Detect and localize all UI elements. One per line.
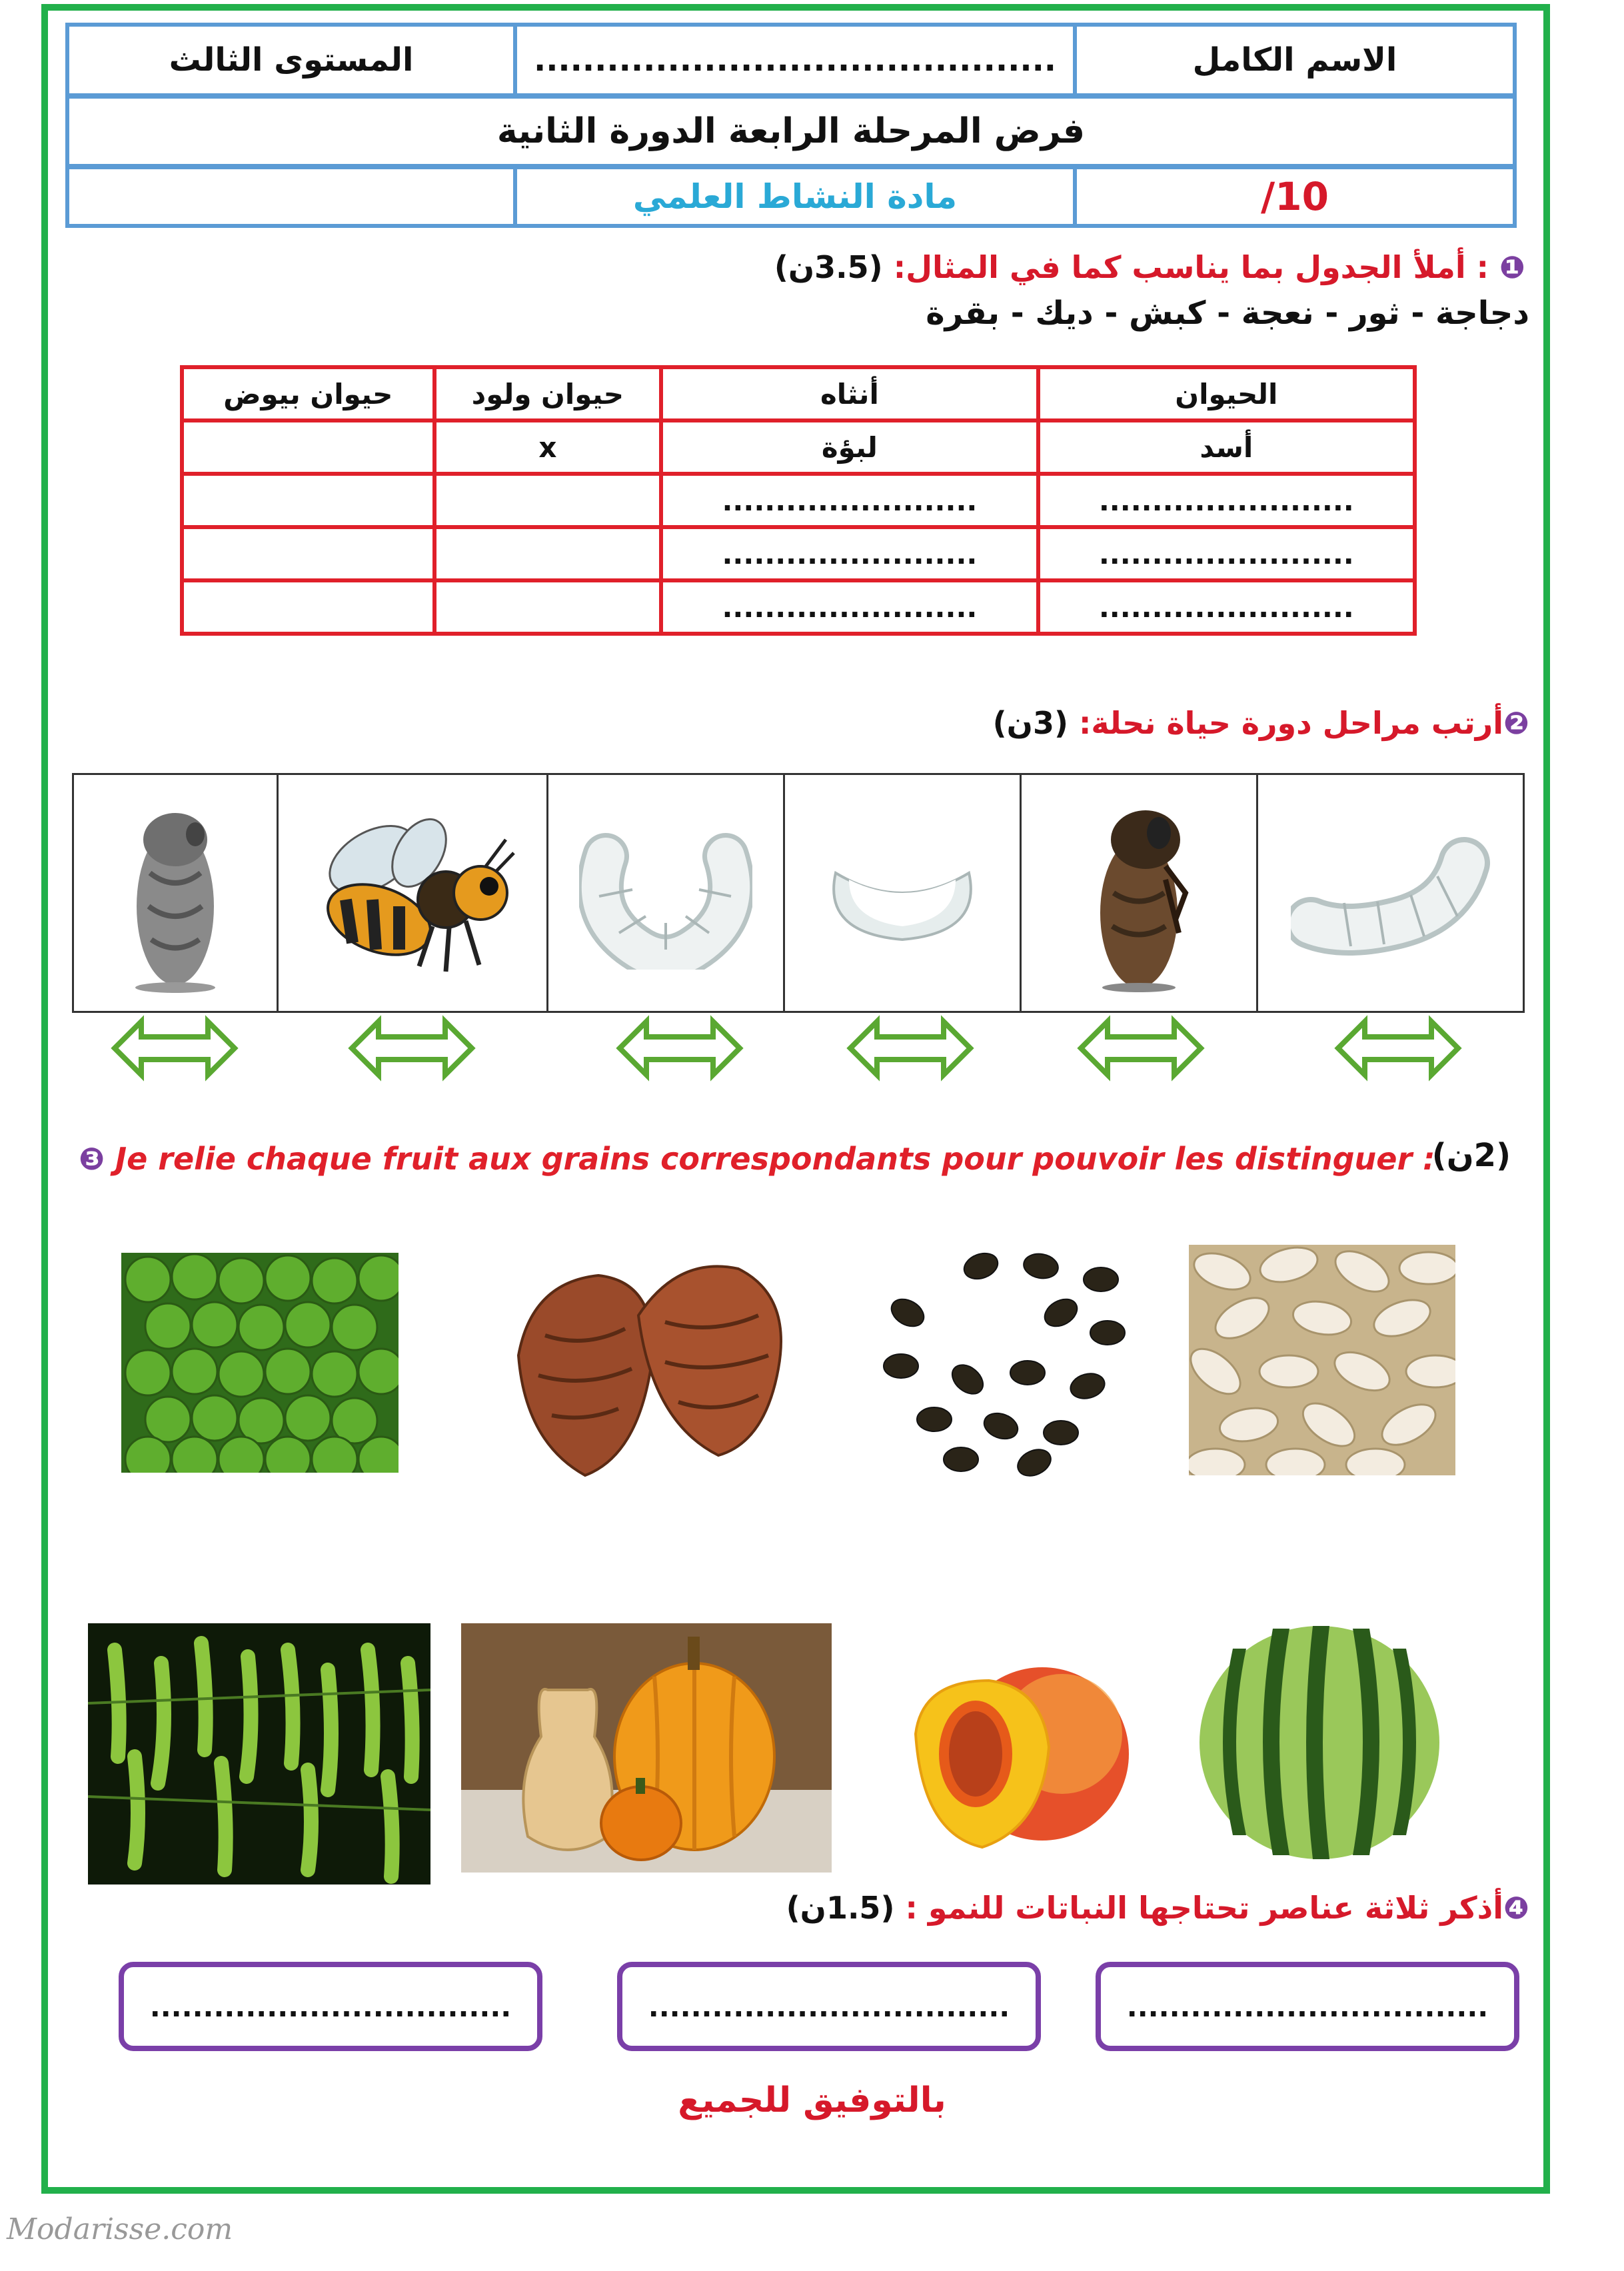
larva-icon [548, 775, 785, 1011]
pumpkin-seeds-image [1189, 1245, 1455, 1475]
header-row-name [65, 23, 1517, 97]
bee-life-cycle-strip [72, 773, 1525, 1013]
table-cell: لبؤة [661, 420, 1038, 474]
table-header: الحيوان [1038, 367, 1415, 420]
table-cell[interactable]: ........................ [1038, 527, 1415, 580]
double-arrow-icon [1074, 1012, 1208, 1085]
q1-word-list: دجاجة - ثور - نعجة - كبش - ديك - بقرة [926, 295, 1529, 332]
subject-label: مادة النشاط العلمي [517, 169, 1077, 224]
exam-title: فرض المرحلة الرابعة الدورة الثانية [496, 111, 1086, 151]
pea-plants-image [88, 1623, 430, 1885]
closing-message: بالتوفيق للجميع [678, 2080, 946, 2120]
table-cell: أسد [1038, 420, 1415, 474]
table-cell[interactable] [434, 474, 662, 527]
bee-icon [279, 775, 548, 1011]
table-cell[interactable] [182, 420, 434, 474]
table-cell[interactable] [182, 474, 434, 527]
table-row [182, 420, 1415, 474]
q4-instruction: ❹أذكر ثلاثة عناصر تحتاجها النباتات للنمو : (1.5ن) [786, 1890, 1529, 1926]
level-label: المستوى الثالث [69, 27, 517, 93]
table-cell[interactable]: ........................ [661, 527, 1038, 580]
table-header: أنثاه [661, 367, 1038, 420]
table-cell[interactable] [182, 580, 434, 634]
answer-box[interactable]: .................................. [617, 1962, 1041, 2051]
watermark: Modarisse.com [7, 2212, 233, 2246]
table-header-row [182, 367, 1415, 420]
table-cell: x [434, 420, 662, 474]
larva-curled-icon [1258, 775, 1523, 1011]
egg-icon [785, 775, 1022, 1011]
q3-number: ❸ [79, 1141, 105, 1177]
answer-box[interactable]: .................................. [119, 1962, 542, 2051]
table-header: حيوان ولود [434, 367, 662, 420]
watermelon-image [1193, 1622, 1446, 1863]
q1-instruction: ❶ : أملأ الجدول بما يناسب كما في المثال: (3.5ن) [774, 249, 1525, 285]
blank-cell [69, 169, 517, 224]
peach-pits-image [505, 1255, 792, 1482]
name-field[interactable]: ........................................... [517, 27, 1077, 93]
table-cell[interactable]: ........................ [661, 474, 1038, 527]
table-cell[interactable] [182, 527, 434, 580]
double-arrow-icon [108, 1012, 241, 1085]
table-row [182, 527, 1415, 580]
q2-number: ❷ [1503, 705, 1529, 741]
table-row [182, 474, 1415, 527]
score-label: /10 [1261, 174, 1329, 219]
peas-image [121, 1253, 399, 1473]
pupa-gray-icon [74, 775, 279, 1011]
table-cell[interactable] [434, 527, 662, 580]
q3-points: (2ن) [1431, 1137, 1511, 1174]
answer-box[interactable]: .................................. [1096, 1962, 1519, 2051]
table-row [182, 580, 1415, 634]
q4-number: ❹ [1503, 1890, 1529, 1926]
table-header: حيوان بيوض [182, 367, 434, 420]
q3-instruction: ❸ Je relie chaque fruit aux grains correspondants pour pouvoir les distinguer : [79, 1141, 1435, 1177]
animal-table [180, 365, 1417, 636]
q1-number: ❶ [1499, 249, 1525, 285]
name-label: الاسم الكامل [1192, 41, 1397, 79]
table-cell[interactable]: ........................ [661, 580, 1038, 634]
squash-pumpkins-image [461, 1623, 832, 1873]
double-arrow-icon [613, 1012, 746, 1085]
double-arrow-icon [345, 1012, 478, 1085]
table-cell[interactable] [434, 580, 662, 634]
q2-instruction: ❷أرتب مراحل دورة حياة نحلة: (3ن) [992, 705, 1529, 741]
header-row-subject [65, 165, 1517, 228]
double-arrow-icon [1331, 1012, 1465, 1085]
table-cell[interactable]: ........................ [1038, 580, 1415, 634]
peach-image [909, 1634, 1129, 1867]
watermelon-seeds-image [881, 1246, 1134, 1479]
header-row-title [65, 95, 1517, 168]
double-arrow-icon [844, 1012, 977, 1085]
table-cell[interactable]: ........................ [1038, 474, 1415, 527]
pupa-dark-icon [1022, 775, 1258, 1011]
